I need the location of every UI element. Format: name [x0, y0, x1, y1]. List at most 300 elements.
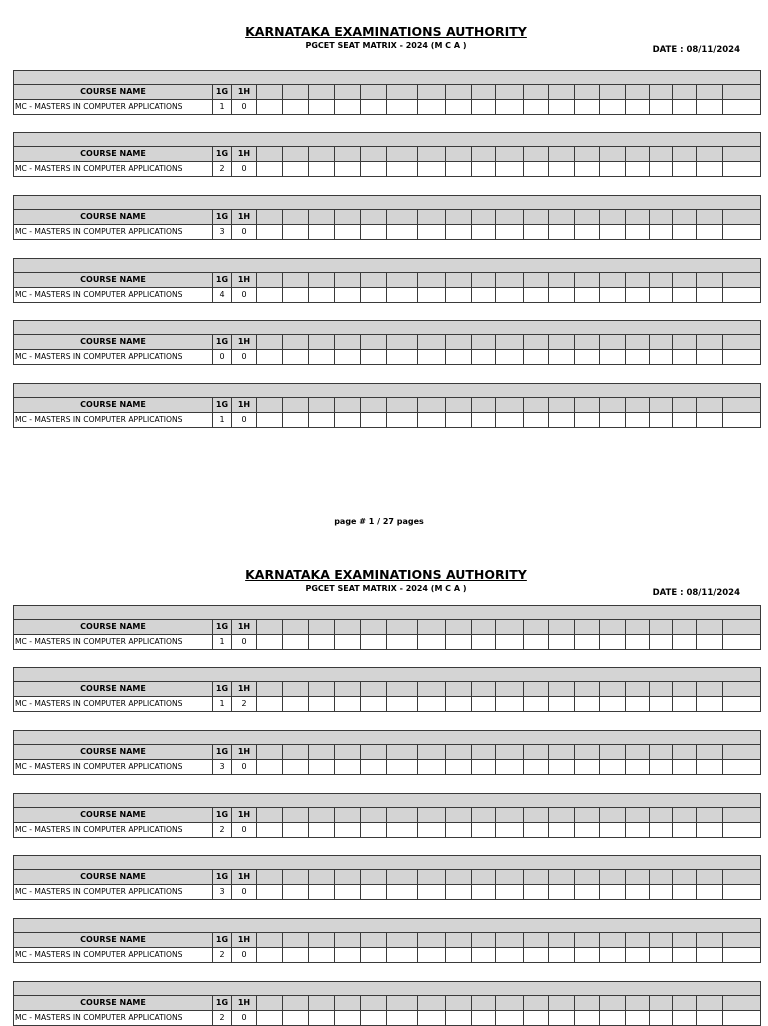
empty-cell	[309, 162, 335, 177]
empty-header-cell	[257, 85, 283, 100]
empty-header-cell	[524, 933, 549, 948]
empty-header-cell	[387, 682, 418, 697]
empty-header-cell	[418, 870, 446, 885]
empty-header-cell	[257, 398, 283, 413]
empty-header-cell	[575, 147, 600, 162]
empty-header-cell	[257, 620, 283, 635]
empty-header-cell	[650, 620, 673, 635]
course-name-cell: MC - MASTERS IN COMPUTER APPLICATIONS	[14, 885, 213, 900]
empty-cell	[524, 823, 549, 838]
course-name-cell: MC - MASTERS IN COMPUTER APPLICATIONS	[14, 1011, 213, 1026]
empty-header-cell	[673, 933, 697, 948]
empty-cell	[549, 697, 575, 712]
empty-cell	[335, 823, 361, 838]
empty-cell	[723, 100, 761, 115]
table-row	[14, 413, 761, 428]
empty-header-cell	[257, 808, 283, 823]
empty-header-cell	[723, 147, 761, 162]
empty-header-cell	[335, 210, 361, 225]
empty-cell	[418, 162, 446, 177]
empty-header-cell	[387, 210, 418, 225]
empty-cell	[600, 100, 626, 115]
table-header-row	[14, 996, 761, 1011]
empty-header-cell	[361, 335, 387, 350]
course-name-header: COURSE NAME	[14, 85, 213, 100]
empty-cell	[650, 823, 673, 838]
category-1g-header: 1G	[213, 808, 232, 823]
empty-header-cell	[549, 273, 575, 288]
empty-header-cell	[309, 273, 335, 288]
empty-cell	[257, 350, 283, 365]
empty-header-cell	[600, 210, 626, 225]
empty-cell	[600, 225, 626, 240]
empty-header-cell	[361, 996, 387, 1011]
empty-header-cell	[575, 85, 600, 100]
empty-cell	[524, 225, 549, 240]
empty-cell	[387, 100, 418, 115]
seat-matrix-table	[13, 258, 761, 303]
empty-cell	[496, 635, 524, 650]
category-1h-header: 1H	[232, 808, 257, 823]
empty-header-cell	[387, 620, 418, 635]
empty-header-cell	[257, 870, 283, 885]
band-cell	[14, 856, 761, 870]
empty-header-cell	[418, 745, 446, 760]
empty-header-cell	[418, 335, 446, 350]
empty-header-cell	[575, 808, 600, 823]
empty-cell	[496, 697, 524, 712]
table-header-row	[14, 620, 761, 635]
table-header-row	[14, 808, 761, 823]
empty-header-cell	[472, 808, 496, 823]
table-row	[14, 288, 761, 303]
empty-cell	[650, 885, 673, 900]
empty-header-cell	[600, 273, 626, 288]
table-row	[14, 635, 761, 650]
empty-cell	[446, 413, 472, 428]
empty-header-cell	[361, 870, 387, 885]
table-row	[14, 225, 761, 240]
empty-cell	[697, 760, 723, 775]
empty-cell	[673, 162, 697, 177]
empty-cell	[549, 350, 575, 365]
band-cell	[14, 731, 761, 745]
category-1h-header: 1H	[232, 147, 257, 162]
empty-header-cell	[496, 808, 524, 823]
empty-header-cell	[575, 398, 600, 413]
empty-header-cell	[335, 335, 361, 350]
empty-cell	[418, 697, 446, 712]
empty-header-cell	[472, 210, 496, 225]
empty-header-cell	[549, 870, 575, 885]
empty-cell	[387, 697, 418, 712]
table-band-row	[14, 668, 761, 682]
table-row	[14, 823, 761, 838]
empty-header-cell	[283, 335, 309, 350]
empty-cell	[472, 162, 496, 177]
empty-cell	[496, 162, 524, 177]
empty-cell	[626, 100, 650, 115]
empty-header-cell	[309, 335, 335, 350]
empty-cell	[257, 823, 283, 838]
empty-header-cell	[650, 933, 673, 948]
empty-header-cell	[446, 85, 472, 100]
empty-cell	[472, 635, 496, 650]
empty-header-cell	[283, 210, 309, 225]
empty-header-cell	[626, 620, 650, 635]
table-band-row	[14, 384, 761, 398]
empty-header-cell	[626, 933, 650, 948]
table-header-row	[14, 335, 761, 350]
empty-header-cell	[309, 933, 335, 948]
empty-cell	[446, 948, 472, 963]
empty-header-cell	[496, 335, 524, 350]
category-1h-header: 1H	[232, 335, 257, 350]
table-header-row	[14, 682, 761, 697]
empty-cell	[673, 760, 697, 775]
empty-cell	[575, 413, 600, 428]
empty-header-cell	[387, 933, 418, 948]
empty-header-cell	[446, 996, 472, 1011]
empty-header-cell	[626, 398, 650, 413]
empty-cell	[673, 225, 697, 240]
page-number: page # 1 / 27 pages	[334, 517, 424, 526]
empty-cell	[361, 885, 387, 900]
empty-header-cell	[361, 808, 387, 823]
empty-header-cell	[673, 682, 697, 697]
empty-header-cell	[524, 808, 549, 823]
empty-cell	[446, 823, 472, 838]
empty-header-cell	[626, 745, 650, 760]
empty-header-cell	[697, 745, 723, 760]
empty-cell	[575, 162, 600, 177]
empty-cell	[335, 1011, 361, 1026]
empty-cell	[549, 948, 575, 963]
empty-header-cell	[309, 682, 335, 697]
course-name-cell: MC - MASTERS IN COMPUTER APPLICATIONS	[14, 225, 213, 240]
empty-cell	[335, 948, 361, 963]
empty-header-cell	[723, 870, 761, 885]
empty-cell	[257, 760, 283, 775]
empty-header-cell	[387, 808, 418, 823]
empty-header-cell	[283, 147, 309, 162]
empty-header-cell	[549, 147, 575, 162]
empty-cell	[673, 100, 697, 115]
empty-header-cell	[600, 620, 626, 635]
table-header-row	[14, 147, 761, 162]
empty-cell	[600, 697, 626, 712]
empty-header-cell	[335, 398, 361, 413]
empty-header-cell	[361, 273, 387, 288]
empty-header-cell	[723, 273, 761, 288]
empty-cell	[309, 760, 335, 775]
empty-header-cell	[575, 745, 600, 760]
empty-cell	[673, 413, 697, 428]
empty-header-cell	[283, 808, 309, 823]
seat-matrix-table	[13, 918, 761, 963]
empty-cell	[309, 1011, 335, 1026]
empty-header-cell	[472, 273, 496, 288]
empty-cell	[283, 225, 309, 240]
empty-header-cell	[309, 210, 335, 225]
empty-cell	[626, 350, 650, 365]
course-name-header: COURSE NAME	[14, 870, 213, 885]
category-1h-header: 1H	[232, 273, 257, 288]
empty-cell	[626, 885, 650, 900]
empty-header-cell	[524, 85, 549, 100]
category-1g-header: 1G	[213, 210, 232, 225]
empty-header-cell	[673, 398, 697, 413]
empty-cell	[472, 225, 496, 240]
table-row	[14, 350, 761, 365]
empty-cell	[524, 885, 549, 900]
empty-cell	[626, 697, 650, 712]
empty-cell	[446, 635, 472, 650]
empty-header-cell	[549, 996, 575, 1011]
band-cell	[14, 384, 761, 398]
empty-header-cell	[283, 273, 309, 288]
category-1h-cell: 0	[232, 635, 257, 650]
empty-cell	[600, 948, 626, 963]
empty-header-cell	[673, 335, 697, 350]
empty-cell	[549, 823, 575, 838]
empty-header-cell	[418, 682, 446, 697]
empty-header-cell	[361, 682, 387, 697]
empty-header-cell	[472, 85, 496, 100]
empty-header-cell	[600, 85, 626, 100]
table-header-row	[14, 85, 761, 100]
empty-header-cell	[309, 745, 335, 760]
empty-header-cell	[472, 682, 496, 697]
seat-matrix-table	[13, 132, 761, 177]
empty-cell	[335, 635, 361, 650]
empty-header-cell	[626, 273, 650, 288]
empty-cell	[446, 288, 472, 303]
empty-cell	[283, 697, 309, 712]
table-row	[14, 1011, 761, 1026]
report-date: DATE : 08/11/2024	[652, 45, 740, 55]
empty-cell	[600, 635, 626, 650]
empty-cell	[697, 100, 723, 115]
seat-matrix-table	[13, 195, 761, 240]
category-1h-header: 1H	[232, 870, 257, 885]
empty-header-cell	[600, 996, 626, 1011]
empty-header-cell	[387, 147, 418, 162]
empty-cell	[446, 1011, 472, 1026]
empty-header-cell	[697, 996, 723, 1011]
empty-cell	[387, 823, 418, 838]
category-1g-cell: 0	[213, 350, 232, 365]
empty-header-cell	[549, 335, 575, 350]
empty-cell	[472, 948, 496, 963]
empty-cell	[600, 162, 626, 177]
empty-cell	[626, 635, 650, 650]
empty-cell	[524, 760, 549, 775]
course-name-cell: MC - MASTERS IN COMPUTER APPLICATIONS	[14, 635, 213, 650]
category-1g-cell: 2	[213, 823, 232, 838]
empty-cell	[257, 635, 283, 650]
empty-cell	[257, 225, 283, 240]
empty-header-cell	[335, 85, 361, 100]
empty-cell	[626, 948, 650, 963]
category-1g-cell: 2	[213, 162, 232, 177]
empty-cell	[697, 413, 723, 428]
empty-header-cell	[496, 996, 524, 1011]
category-1h-cell: 0	[232, 413, 257, 428]
empty-cell	[549, 100, 575, 115]
empty-cell	[309, 413, 335, 428]
course-name-header: COURSE NAME	[14, 682, 213, 697]
empty-cell	[446, 225, 472, 240]
empty-cell	[335, 413, 361, 428]
empty-header-cell	[650, 682, 673, 697]
empty-header-cell	[418, 85, 446, 100]
table-band-row	[14, 321, 761, 335]
category-1h-cell: 0	[232, 350, 257, 365]
empty-header-cell	[361, 85, 387, 100]
empty-header-cell	[673, 996, 697, 1011]
empty-cell	[524, 100, 549, 115]
empty-header-cell	[723, 85, 761, 100]
empty-cell	[723, 413, 761, 428]
empty-header-cell	[650, 745, 673, 760]
empty-header-cell	[257, 147, 283, 162]
empty-cell	[673, 635, 697, 650]
empty-cell	[650, 697, 673, 712]
empty-header-cell	[549, 682, 575, 697]
empty-header-cell	[283, 870, 309, 885]
empty-cell	[496, 885, 524, 900]
empty-cell	[723, 635, 761, 650]
empty-header-cell	[446, 808, 472, 823]
empty-cell	[309, 948, 335, 963]
empty-cell	[496, 948, 524, 963]
empty-header-cell	[446, 335, 472, 350]
empty-cell	[723, 885, 761, 900]
table-band-row	[14, 919, 761, 933]
empty-cell	[472, 350, 496, 365]
category-1h-header: 1H	[232, 745, 257, 760]
empty-cell	[650, 760, 673, 775]
page-title: KARNATAKA EXAMINATIONS AUTHORITY	[245, 567, 527, 582]
empty-cell	[697, 162, 723, 177]
empty-header-cell	[446, 745, 472, 760]
category-1h-header: 1H	[232, 933, 257, 948]
empty-cell	[387, 350, 418, 365]
table-header-row	[14, 273, 761, 288]
empty-cell	[549, 1011, 575, 1026]
empty-cell	[650, 288, 673, 303]
empty-cell	[361, 225, 387, 240]
empty-header-cell	[418, 210, 446, 225]
empty-cell	[446, 697, 472, 712]
course-name-header: COURSE NAME	[14, 620, 213, 635]
category-1g-header: 1G	[213, 745, 232, 760]
empty-header-cell	[723, 996, 761, 1011]
empty-header-cell	[496, 745, 524, 760]
table-band-row	[14, 982, 761, 996]
empty-header-cell	[496, 870, 524, 885]
empty-cell	[335, 350, 361, 365]
empty-cell	[361, 100, 387, 115]
category-1h-cell: 0	[232, 162, 257, 177]
empty-header-cell	[496, 147, 524, 162]
empty-header-cell	[335, 745, 361, 760]
category-1g-cell: 1	[213, 413, 232, 428]
empty-header-cell	[626, 210, 650, 225]
empty-cell	[575, 697, 600, 712]
empty-cell	[361, 635, 387, 650]
empty-cell	[418, 413, 446, 428]
category-1h-cell: 0	[232, 885, 257, 900]
empty-cell	[418, 948, 446, 963]
empty-cell	[257, 885, 283, 900]
empty-cell	[697, 885, 723, 900]
empty-cell	[472, 100, 496, 115]
empty-cell	[472, 288, 496, 303]
empty-cell	[309, 635, 335, 650]
empty-cell	[446, 100, 472, 115]
empty-header-cell	[575, 620, 600, 635]
empty-cell	[335, 697, 361, 712]
empty-header-cell	[575, 335, 600, 350]
empty-cell	[257, 288, 283, 303]
empty-header-cell	[309, 85, 335, 100]
empty-header-cell	[600, 933, 626, 948]
empty-header-cell	[335, 147, 361, 162]
empty-cell	[524, 1011, 549, 1026]
empty-header-cell	[650, 398, 673, 413]
table-row	[14, 885, 761, 900]
empty-cell	[650, 225, 673, 240]
empty-cell	[549, 225, 575, 240]
empty-cell	[496, 760, 524, 775]
empty-cell	[575, 288, 600, 303]
seat-matrix-table	[13, 383, 761, 428]
empty-cell	[309, 288, 335, 303]
empty-header-cell	[387, 85, 418, 100]
empty-cell	[418, 635, 446, 650]
empty-header-cell	[446, 273, 472, 288]
table-header-row	[14, 398, 761, 413]
page-subtitle: PGCET SEAT MATRIX - 2024 (M C A )	[305, 584, 467, 593]
empty-cell	[387, 760, 418, 775]
empty-cell	[309, 885, 335, 900]
empty-header-cell	[283, 933, 309, 948]
band-cell	[14, 259, 761, 273]
category-1g-cell: 3	[213, 885, 232, 900]
category-1g-header: 1G	[213, 870, 232, 885]
empty-header-cell	[575, 273, 600, 288]
empty-header-cell	[257, 273, 283, 288]
empty-header-cell	[387, 996, 418, 1011]
empty-cell	[723, 1011, 761, 1026]
empty-header-cell	[309, 996, 335, 1011]
empty-header-cell	[673, 85, 697, 100]
empty-header-cell	[335, 682, 361, 697]
empty-header-cell	[650, 808, 673, 823]
empty-header-cell	[472, 398, 496, 413]
table-row	[14, 100, 761, 115]
category-1g-header: 1G	[213, 996, 232, 1011]
empty-header-cell	[335, 808, 361, 823]
empty-cell	[626, 1011, 650, 1026]
empty-header-cell	[524, 273, 549, 288]
empty-header-cell	[446, 682, 472, 697]
empty-header-cell	[257, 745, 283, 760]
empty-cell	[387, 413, 418, 428]
empty-header-cell	[673, 870, 697, 885]
